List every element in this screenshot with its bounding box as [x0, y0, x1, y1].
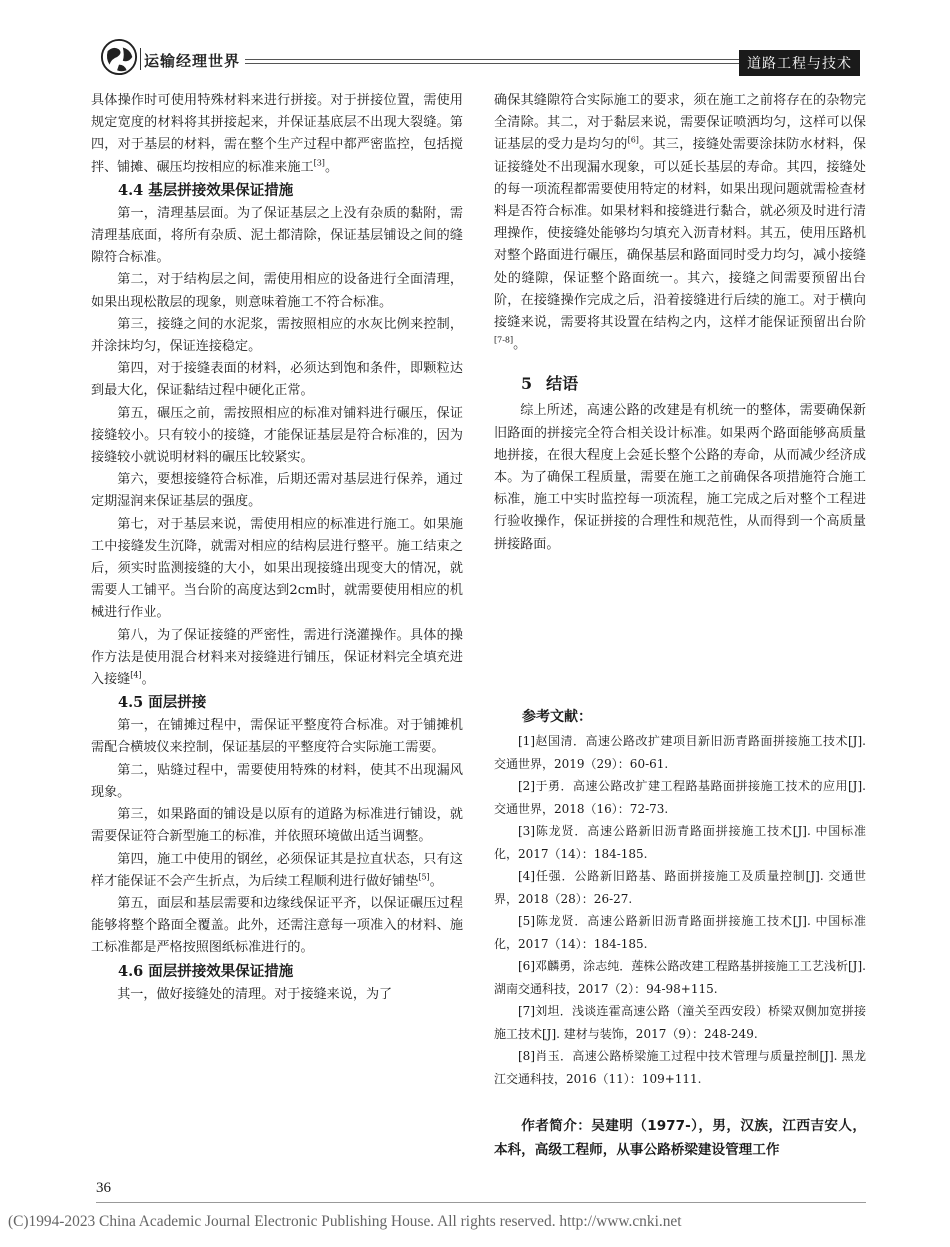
- footer-rule: [96, 1202, 866, 1203]
- paragraph: 第一，清理基层面。为了保证基层之上没有杂质的黏附，需清理基底面，将所有杂质、泥土都清除，保证基层铺设之间的缝隙符合标准。: [91, 205, 463, 266]
- reference-item: [8]肖玉．高速公路桥梁施工过程中技术管理与质量控制[J]. 黑龙江交通科技，2016（11）：109+111.: [494, 1049, 866, 1086]
- reference-item: [7]刘坦．浅谈连霍高速公路（潼关至西安段）桥梁双侧加宽拼接施工技术[J]. 建材与装饰，2017（9）：248-249.: [494, 1004, 866, 1041]
- globe-logo-icon: [100, 38, 138, 76]
- reference-item: [3]陈龙贤．高速公路新旧沥青路面拼接施工技术[J]. 中国标准化，2017（14）：184-185.: [494, 824, 866, 861]
- paragraph: 第五，碾压之前，需按照相应的标准对铺料进行碾压，保证接缝较小。只有较小的接缝，才能保证基层是符合标准的，因为接缝较小就说明材料的碾压比较紧实。: [91, 405, 463, 466]
- paragraph: 具体操作时可使用特殊材料来进行拼接。对于拼接位置，需使用规定宽度的材料将其拼接起来，并保证基底层不出现大裂缝。第四，对于基层的材料，需在整个生产过程中都严密监控，包括搅拌、铺摊、碾压均按相应的标准来施工[3]。: [91, 93, 463, 175]
- paragraph: 第四，施工中使用的钢丝，必须保证其是拉直状态，只有这样才能保证不会产生折点，为后续工程顺利进行做好铺垫[5]。: [91, 851, 463, 889]
- right-column: [494, 90, 866, 556]
- references-section: [494, 706, 866, 1090]
- section-heading-4-4: 4.4 基层拼接效果保证措施: [118, 181, 294, 199]
- paragraph: 第一，在铺摊过程中，需保证平整度符合标准。对于铺摊机需配合横坡仪来控制，保证基层的平整度符合实际施工需要。: [91, 718, 463, 756]
- paragraph: 第二，对于结构层之间，需使用相应的设备进行全面清理，如果出现松散层的现象，则意味着施工不符合标准。: [91, 272, 463, 310]
- reference-item: [4]任强．公路新旧路基、路面拼接施工及质量控制[J]. 交通世界，2018（28）：26-27.: [494, 869, 866, 906]
- paragraph: 综上所述，高速公路的改建是有机统一的整体，需要确保新旧路面的拼接完全符合相关设计标准。如果两个路面能够高质量地拼接，在很大程度上会延长整个公路的寿命，从而减少经济成本。为了确保工程质量，需要在施工之前确保各项措施符合施工标准，施工中实时监控每一项流程，施工完成之后对整个工程进行验收操作，保证拼接的合理性和规范性，从而得到一个高质量拼接路面。: [494, 403, 866, 552]
- reference-item: [1]赵国清．高速公路改扩建项目新旧沥青路面拼接施工技术[J]. 交通世界，2019（29）：60-61.: [494, 734, 866, 771]
- section-heading-4-6: 4.6 面层拼接效果保证措施: [118, 962, 294, 980]
- reference-item: [5]陈龙贤．高速公路新旧沥青路面拼接施工技术[J]. 中国标准化，2017（14）：184-185.: [494, 914, 866, 951]
- page-header: [100, 36, 860, 80]
- paragraph: 确保其缝隙符合实际施工的要求，须在施工之前将存在的杂物完全清除。其二，对于黏层来说，需要保证喷洒均匀，这样可以保证基层的受力是均匀的[6]。其三，接缝处需要涂抹防水材料，保证接缝处不出现漏水现象，可以延长基层的寿命。其四，接缝处的每一项流程都需要使用特定的材料，如果出现问题就需检查材料是否符合标准。如果材料和接缝进行黏合，就必须及时进行清理操作，使接缝处能够均匀填充入沥青材料。其五，使用压路机对整个路面进行碾压，确保基层和路面同时受力均匀，减小接缝处的缝隙，保证整个路面统一。其六，接缝之间需要预留出台阶，在接缝操作完成之后，沿着接缝进行后续的施工。对于横向接缝来说，需要将其设置在结构之内，这样才能保证预留出台阶[7-8]。: [494, 93, 867, 353]
- paragraph: 第二，贴缝过程中，需要使用特殊的材料，使其不出现漏风现象。: [91, 762, 463, 800]
- copyright-footer: (C)1994-2023 China Academic Journal Electronic Publishing House. All rights reserved. http://www.cnki.net: [8, 1213, 682, 1230]
- reference-item: [2]于勇．高速公路改扩建工程路基路面拼接施工技术的应用[J]. 交通世界，2018（16）：72-73.: [494, 779, 866, 816]
- paragraph: 第三，如果路面的铺设是以原有的道路为标准进行铺设，就需要保证符合新型施工的标准，并依照环境做出适当调整。: [91, 807, 463, 845]
- author-bio: 作者简介：吴建明（1977-），男，汉族，江西吉安人，本科，高级工程师，从事公路桥梁建设管理工作: [494, 1118, 866, 1158]
- references-title: 参考文献：: [522, 709, 592, 725]
- reference-item: [6]邓麟勇，涂志纯．莲株公路改建工程路基拼接施工工艺浅析[J]. 湖南交通科技，2017（2）：94-98+115.: [494, 959, 866, 996]
- paragraph: 第八，为了保证接缝的严密性，需进行浇灌操作。具体的操作方法是使用混合材料来对接缝进行铺压，保证材料完全填充进入接缝[4]。: [91, 627, 463, 688]
- paragraph: 第七，对于基层来说，需使用相应的标准进行施工。如果施工中接缝发生沉降，就需对相应的结构层进行整平。施工结束之后，须实时监测接缝的大小，如果出现接缝出现变大的情况，就需要人工铺平。当台阶的高度达到2cm时，就需要使用相应的机械进行作业。: [91, 516, 463, 621]
- section-tab: 道路工程与技术: [739, 50, 860, 76]
- page-number: 36: [96, 1180, 111, 1196]
- section-heading-5: 5 结语: [521, 374, 579, 394]
- paragraph: 第五，面层和基层需要和边缘线保证平齐，以保证碾压过程能够将整个路面全覆盖。此外，还需注意每一项准入的材料、施工标准都是严格按照图纸标准进行的。: [91, 895, 463, 956]
- paragraph: 其一，做好接缝处的清理。对于接缝来说，为了: [117, 986, 393, 1002]
- journal-brand: 运输经理世界: [144, 52, 241, 70]
- paragraph: 第三，接缝之间的水泥浆，需按照相应的水灰比例来控制，并涂抹均匀，保证连接稳定。: [91, 316, 463, 355]
- paragraph: 第六，要想接缝符合标准，后期还需对基层进行保养，通过定期湿润来保证基层的强度。: [91, 472, 463, 510]
- paragraph: 第四，对于接缝表面的材料，必须达到饱和条件，即颗粒达到最大化，保证黏结过程中硬化正常。: [91, 361, 463, 399]
- left-column: [91, 90, 463, 1006]
- section-heading-4-5: 4.5 面层拼接: [118, 694, 207, 712]
- brand-divider: [140, 48, 141, 70]
